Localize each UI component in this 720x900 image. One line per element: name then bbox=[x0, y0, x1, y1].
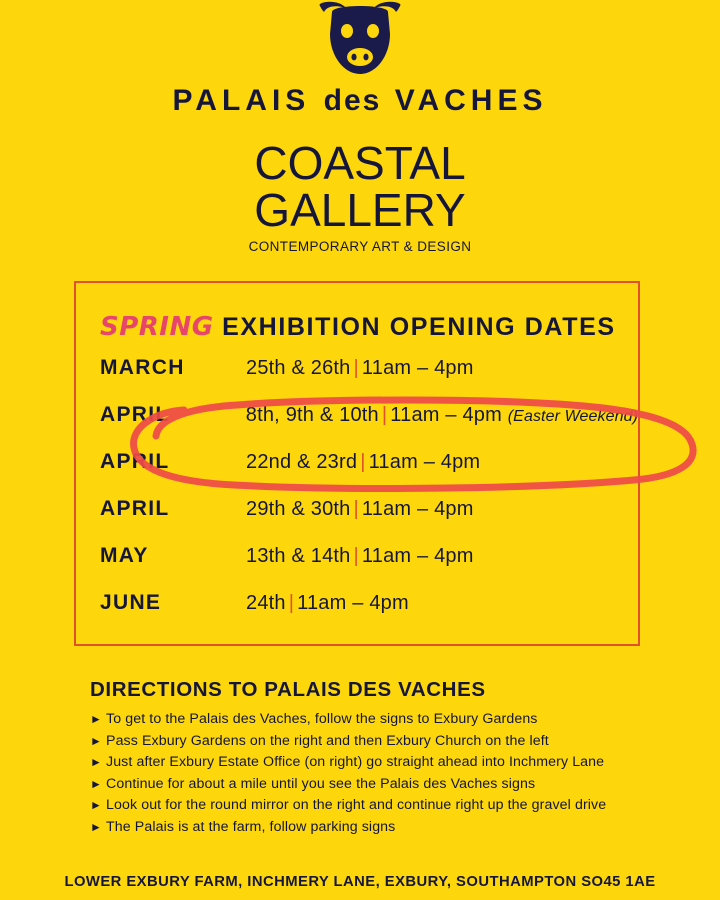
directions-section bbox=[90, 678, 650, 840]
brand-name-part3: VACHES bbox=[394, 84, 548, 117]
row-time: 11am – 4pm bbox=[361, 498, 474, 520]
row-separator: | bbox=[353, 545, 359, 567]
panel-heading-rest: EXHIBITION OPENING DATES bbox=[222, 313, 616, 341]
bull-head-icon bbox=[312, 0, 408, 78]
gallery-name-line2: GALLERY bbox=[254, 184, 466, 237]
panel-heading-highlight: SPRING bbox=[100, 312, 214, 342]
row-days-text: 13th & 14th bbox=[246, 545, 351, 567]
gallery-name-line1: COASTAL bbox=[254, 137, 466, 189]
brand-name-part2: des bbox=[323, 84, 382, 117]
row-days bbox=[246, 451, 480, 474]
row-days bbox=[246, 545, 474, 568]
triangle-right-icon: ► bbox=[90, 776, 102, 791]
row-separator: | bbox=[353, 498, 359, 520]
row-note: (Easter Weekend) bbox=[507, 408, 638, 425]
list-item-text: Continue for about a mile until you see the Palais des Vaches signs bbox=[106, 775, 536, 792]
list-item bbox=[90, 797, 650, 814]
triangle-right-icon: ► bbox=[90, 733, 102, 748]
triangle-right-icon: ► bbox=[90, 712, 102, 726]
brand-name-part1: PALAIS bbox=[172, 84, 311, 117]
row-time: 11am – 4pm bbox=[361, 357, 474, 379]
triangle-right-icon: ► bbox=[90, 798, 102, 812]
list-item bbox=[90, 776, 650, 793]
row-separator: | bbox=[381, 404, 388, 426]
gallery-tagline: CONTEMPORARY ART & DESIGN bbox=[248, 238, 472, 254]
table-row bbox=[76, 450, 638, 497]
list-item-text: To get to the Palais des Vaches, follow the signs to Exbury Gardens bbox=[106, 711, 538, 727]
row-days-text: 25th & 26th bbox=[246, 357, 351, 379]
row-days-text: 29th & 30th bbox=[246, 498, 351, 520]
directions-title: DIRECTIONS TO PALAIS DES VACHES bbox=[90, 678, 486, 701]
table-row bbox=[76, 591, 638, 638]
row-month: APRIL bbox=[100, 403, 170, 426]
triangle-right-icon: ► bbox=[90, 819, 102, 834]
row-days bbox=[246, 592, 409, 615]
row-separator: | bbox=[288, 592, 295, 614]
row-month: MAY bbox=[100, 544, 149, 567]
row-month: APRIL bbox=[100, 497, 170, 520]
row-days-text: 8th, 9th & 10th bbox=[245, 404, 379, 426]
table-row bbox=[76, 544, 638, 591]
triangle-right-icon: ► bbox=[90, 755, 102, 769]
row-time: 11am – 4pm bbox=[390, 404, 502, 426]
table-row bbox=[76, 403, 638, 450]
list-item bbox=[90, 754, 650, 771]
row-separator: | bbox=[353, 357, 359, 379]
address-footer: LOWER EXBURY FARM, INCHMERY LANE, EXBURY, SOUTHAMPTON SO45 1AE bbox=[64, 874, 656, 890]
list-item-text: Pass Exbury Gardens on the right and then Exbury Church on the left bbox=[106, 732, 549, 749]
row-days-text: 22nd & 23rd bbox=[246, 451, 358, 473]
logo-container bbox=[0, 0, 720, 78]
brand-title bbox=[0, 84, 720, 118]
row-month: JUNE bbox=[100, 591, 162, 614]
list-item bbox=[90, 733, 650, 750]
list-item bbox=[90, 819, 650, 836]
list-item-text: The Palais is at the farm, follow parking signs bbox=[106, 818, 396, 835]
exhibition-dates-panel bbox=[74, 281, 640, 646]
list-item-text: Look out for the round mirror on the right and continue right up the gravel drive bbox=[106, 797, 607, 813]
list-item-text: Just after Exbury Estate Office (on right) go straight ahead into Inchmery Lane bbox=[106, 754, 605, 770]
row-separator: | bbox=[360, 451, 366, 473]
panel-heading bbox=[100, 312, 638, 342]
row-days bbox=[246, 404, 638, 427]
row-month: MARCH bbox=[100, 356, 185, 379]
date-row-list bbox=[76, 356, 638, 638]
row-time: 11am – 4pm bbox=[361, 545, 474, 567]
gallery-name bbox=[0, 137, 720, 237]
table-row bbox=[76, 497, 638, 544]
row-days bbox=[246, 498, 474, 521]
row-month: APRIL bbox=[100, 450, 170, 473]
row-days bbox=[246, 357, 474, 380]
table-row bbox=[76, 356, 638, 403]
row-days-text: 24th bbox=[246, 592, 286, 614]
row-time: 11am – 4pm bbox=[368, 451, 481, 473]
row-time: 11am – 4pm bbox=[297, 592, 409, 614]
list-item bbox=[90, 711, 650, 728]
